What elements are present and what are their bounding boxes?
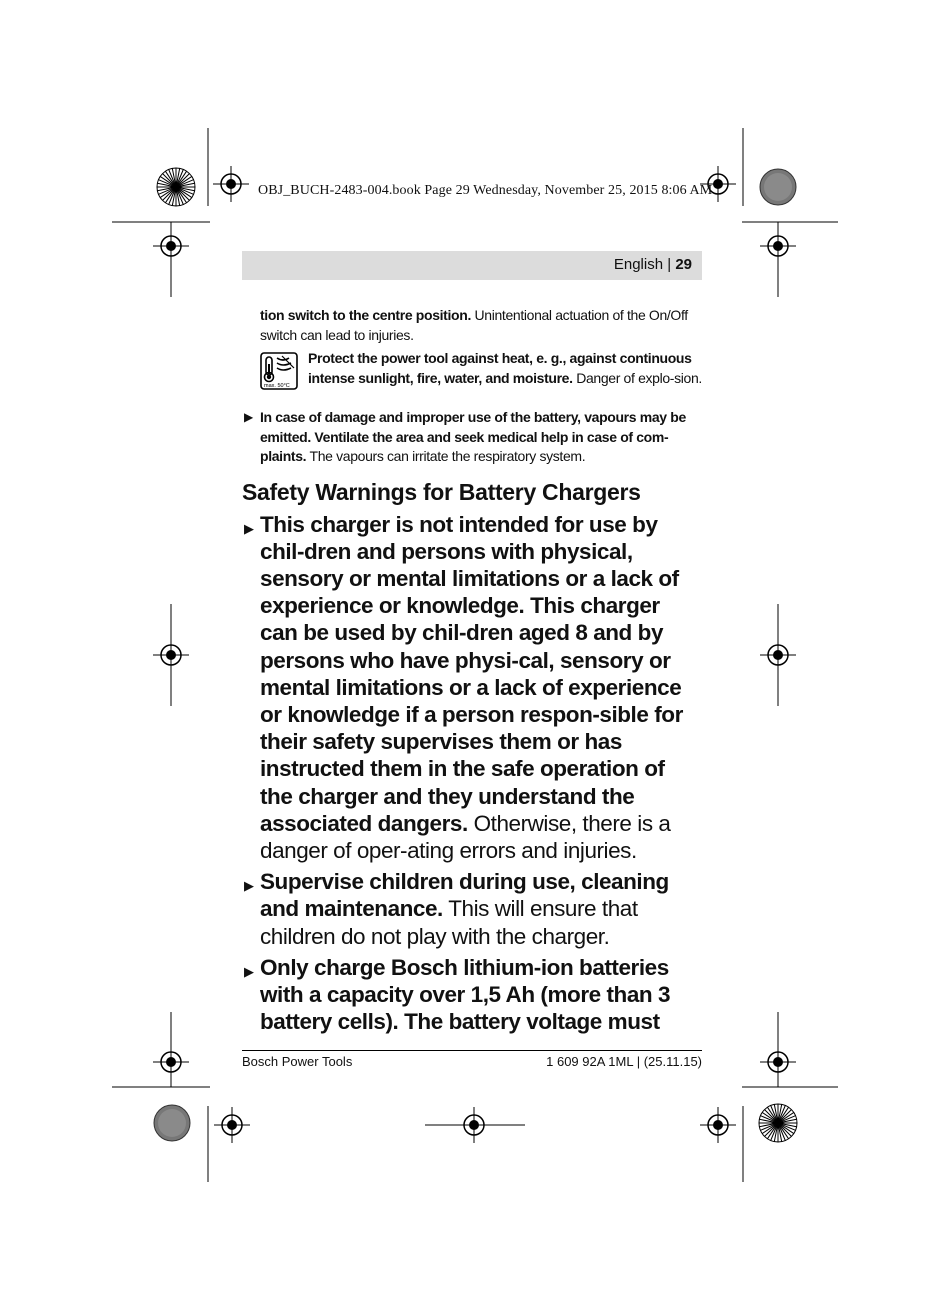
footer-publisher: Bosch Power Tools [242,1054,353,1069]
bullet-icon: ▶ [244,520,254,536]
intro-normal: Unintentional actuation of the On/Off switch can lead to injuries. [260,307,688,343]
page-header [242,251,702,280]
vapour-warning-bold: In case of damage and improper use of the battery, vapours may be emitted. Ventilate the area and seek medical help in case of com-plaints. [260,409,686,464]
intro-paragraph [260,306,702,345]
footer-rule [242,1050,702,1051]
charger-warning-1 [242,511,702,865]
charger-warning-2-normal: This will ensure that children do not play with the charger. [260,896,638,949]
footer-doc-number: 1 609 92A 1ML | (25.11.15) [546,1054,702,1069]
vapour-warning [242,408,702,467]
charger-warning-1-bold: This charger is not intended for use by chil-dren and persons with physical, sensory or mental limitations or a lack of experience or knowledge. This charger can be used by chil-dren aged 8 and by persons who have physi-cal, sensory or mental limitations or a lack of experience or knowledge if a person respon-sible for their safety supervises them or has instructed them in the safe operation of the charger and they understand the associated dangers. [260,511,683,836]
heat-warning-text [308,349,702,388]
heat-warning [260,349,702,407]
heat-warning-normal: Danger of explo-sion. [572,369,702,386]
heat-icon-label: max. 50°C [264,383,290,389]
bullet-icon: ▶ [244,963,254,979]
section-heading: Safety Warnings for Battery Chargers [242,478,641,505]
charger-warning-2-bold: Supervise children during use, cleaning and maintenance. [260,869,669,922]
charger-warning-3-bold: Only charge Bosch lithium-ion batteries with a capacity over 1,5 Ah (more than 3 battery cells). The battery voltage must [260,954,671,1035]
slug-line: OBJ_BUCH-2483-004.book Page 29 Wednesday, November 25, 2015 8:06 AM [258,183,713,198]
charger-warning-1-normal: Otherwise, there is a danger of oper-ating errors and injuries. [260,810,671,863]
bullet-icon: ▶ [244,410,253,424]
header-text [614,256,692,273]
charger-warning-3 [242,954,702,1036]
heat-warning-icon [260,352,298,390]
vapour-warning-normal: The vapours can irritate the respiratory system. [306,448,586,464]
bullet-icon: ▶ [244,878,254,894]
heat-warning-bold: Protect the power tool against heat, e. g., against continuous intense sunlight, fire, water, and moisture. [308,350,692,386]
page-content [242,306,702,1035]
header-section: English [613,256,664,273]
charger-warning-2 [242,868,702,950]
header-separator: | [667,256,672,273]
page-number: 29 [675,256,692,273]
intro-bold: tion switch to the centre position. [260,307,471,323]
